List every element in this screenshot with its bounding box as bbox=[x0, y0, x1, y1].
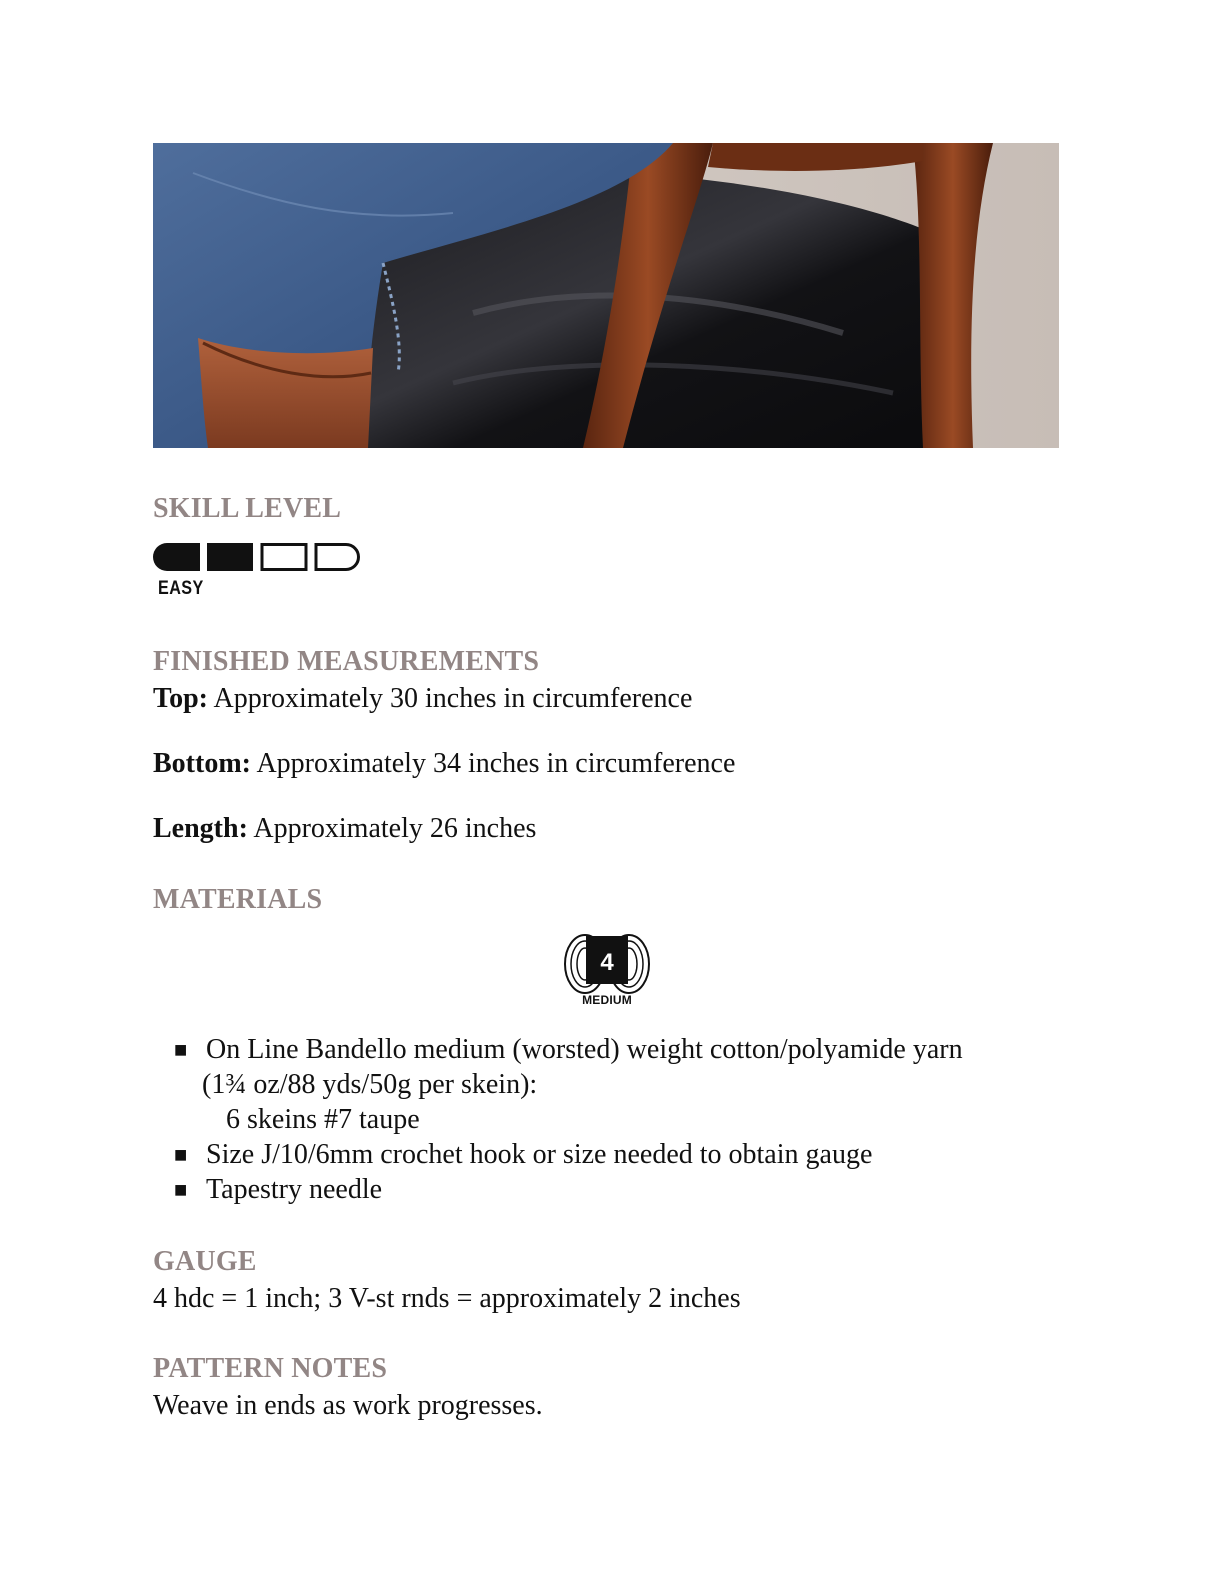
measurement-label: Length: bbox=[153, 813, 248, 844]
measurement-label: Bottom: bbox=[153, 748, 251, 779]
list-item bbox=[170, 1172, 963, 1207]
bullet-square-icon: ■ bbox=[174, 1177, 188, 1202]
skill-level-caption: EASY bbox=[158, 578, 204, 599]
measurement-value: Approximately 26 inches bbox=[247, 813, 537, 844]
material-text: On Line Bandello medium (worsted) weight cotton/polyamide yarn bbox=[206, 1034, 963, 1065]
gauge-heading: GAUGE bbox=[153, 1246, 257, 1277]
materials-list bbox=[170, 1032, 963, 1207]
material-text: Size J/10/6mm crochet hook or size needed to obtain gauge bbox=[206, 1139, 873, 1170]
gauge-text: 4 hdc = 1 inch; 3 V-st rnds = approximately 2 inches bbox=[153, 1283, 741, 1314]
measurement-label: Top: bbox=[153, 683, 209, 714]
material-text-line2: (1¾ oz/88 yds/50g per skein): bbox=[202, 1069, 538, 1100]
yarn-weight-caption: MEDIUM bbox=[582, 993, 632, 1007]
list-item bbox=[170, 1032, 963, 1137]
measurement-top bbox=[153, 682, 692, 716]
measurement-bottom bbox=[153, 747, 735, 781]
yarn-weight-number: 4 bbox=[600, 949, 614, 976]
pattern-notes-text: Weave in ends as work progresses. bbox=[153, 1390, 543, 1421]
material-text: Tapestry needle bbox=[206, 1174, 383, 1205]
materials-heading: MATERIALS bbox=[153, 884, 323, 915]
measurement-value: Approximately 30 inches in circumference bbox=[208, 683, 693, 714]
measurement-length bbox=[153, 812, 536, 846]
material-text-line3: 6 skeins #7 taupe bbox=[226, 1104, 420, 1135]
measurement-value: Approximately 34 inches in circumference bbox=[250, 748, 736, 779]
finished-measurements-heading: FINISHED MEASUREMENTS bbox=[153, 646, 540, 677]
bullet-square-icon: ■ bbox=[174, 1142, 188, 1167]
bullet-square-icon: ■ bbox=[174, 1037, 188, 1062]
pattern-notes-heading: PATTERN NOTES bbox=[153, 1353, 388, 1384]
list-item bbox=[170, 1137, 963, 1172]
project-photo bbox=[153, 143, 1059, 448]
skill-level-heading: SKILL LEVEL bbox=[153, 493, 342, 524]
jeans-boot-leather-chair-photo bbox=[153, 143, 1059, 448]
